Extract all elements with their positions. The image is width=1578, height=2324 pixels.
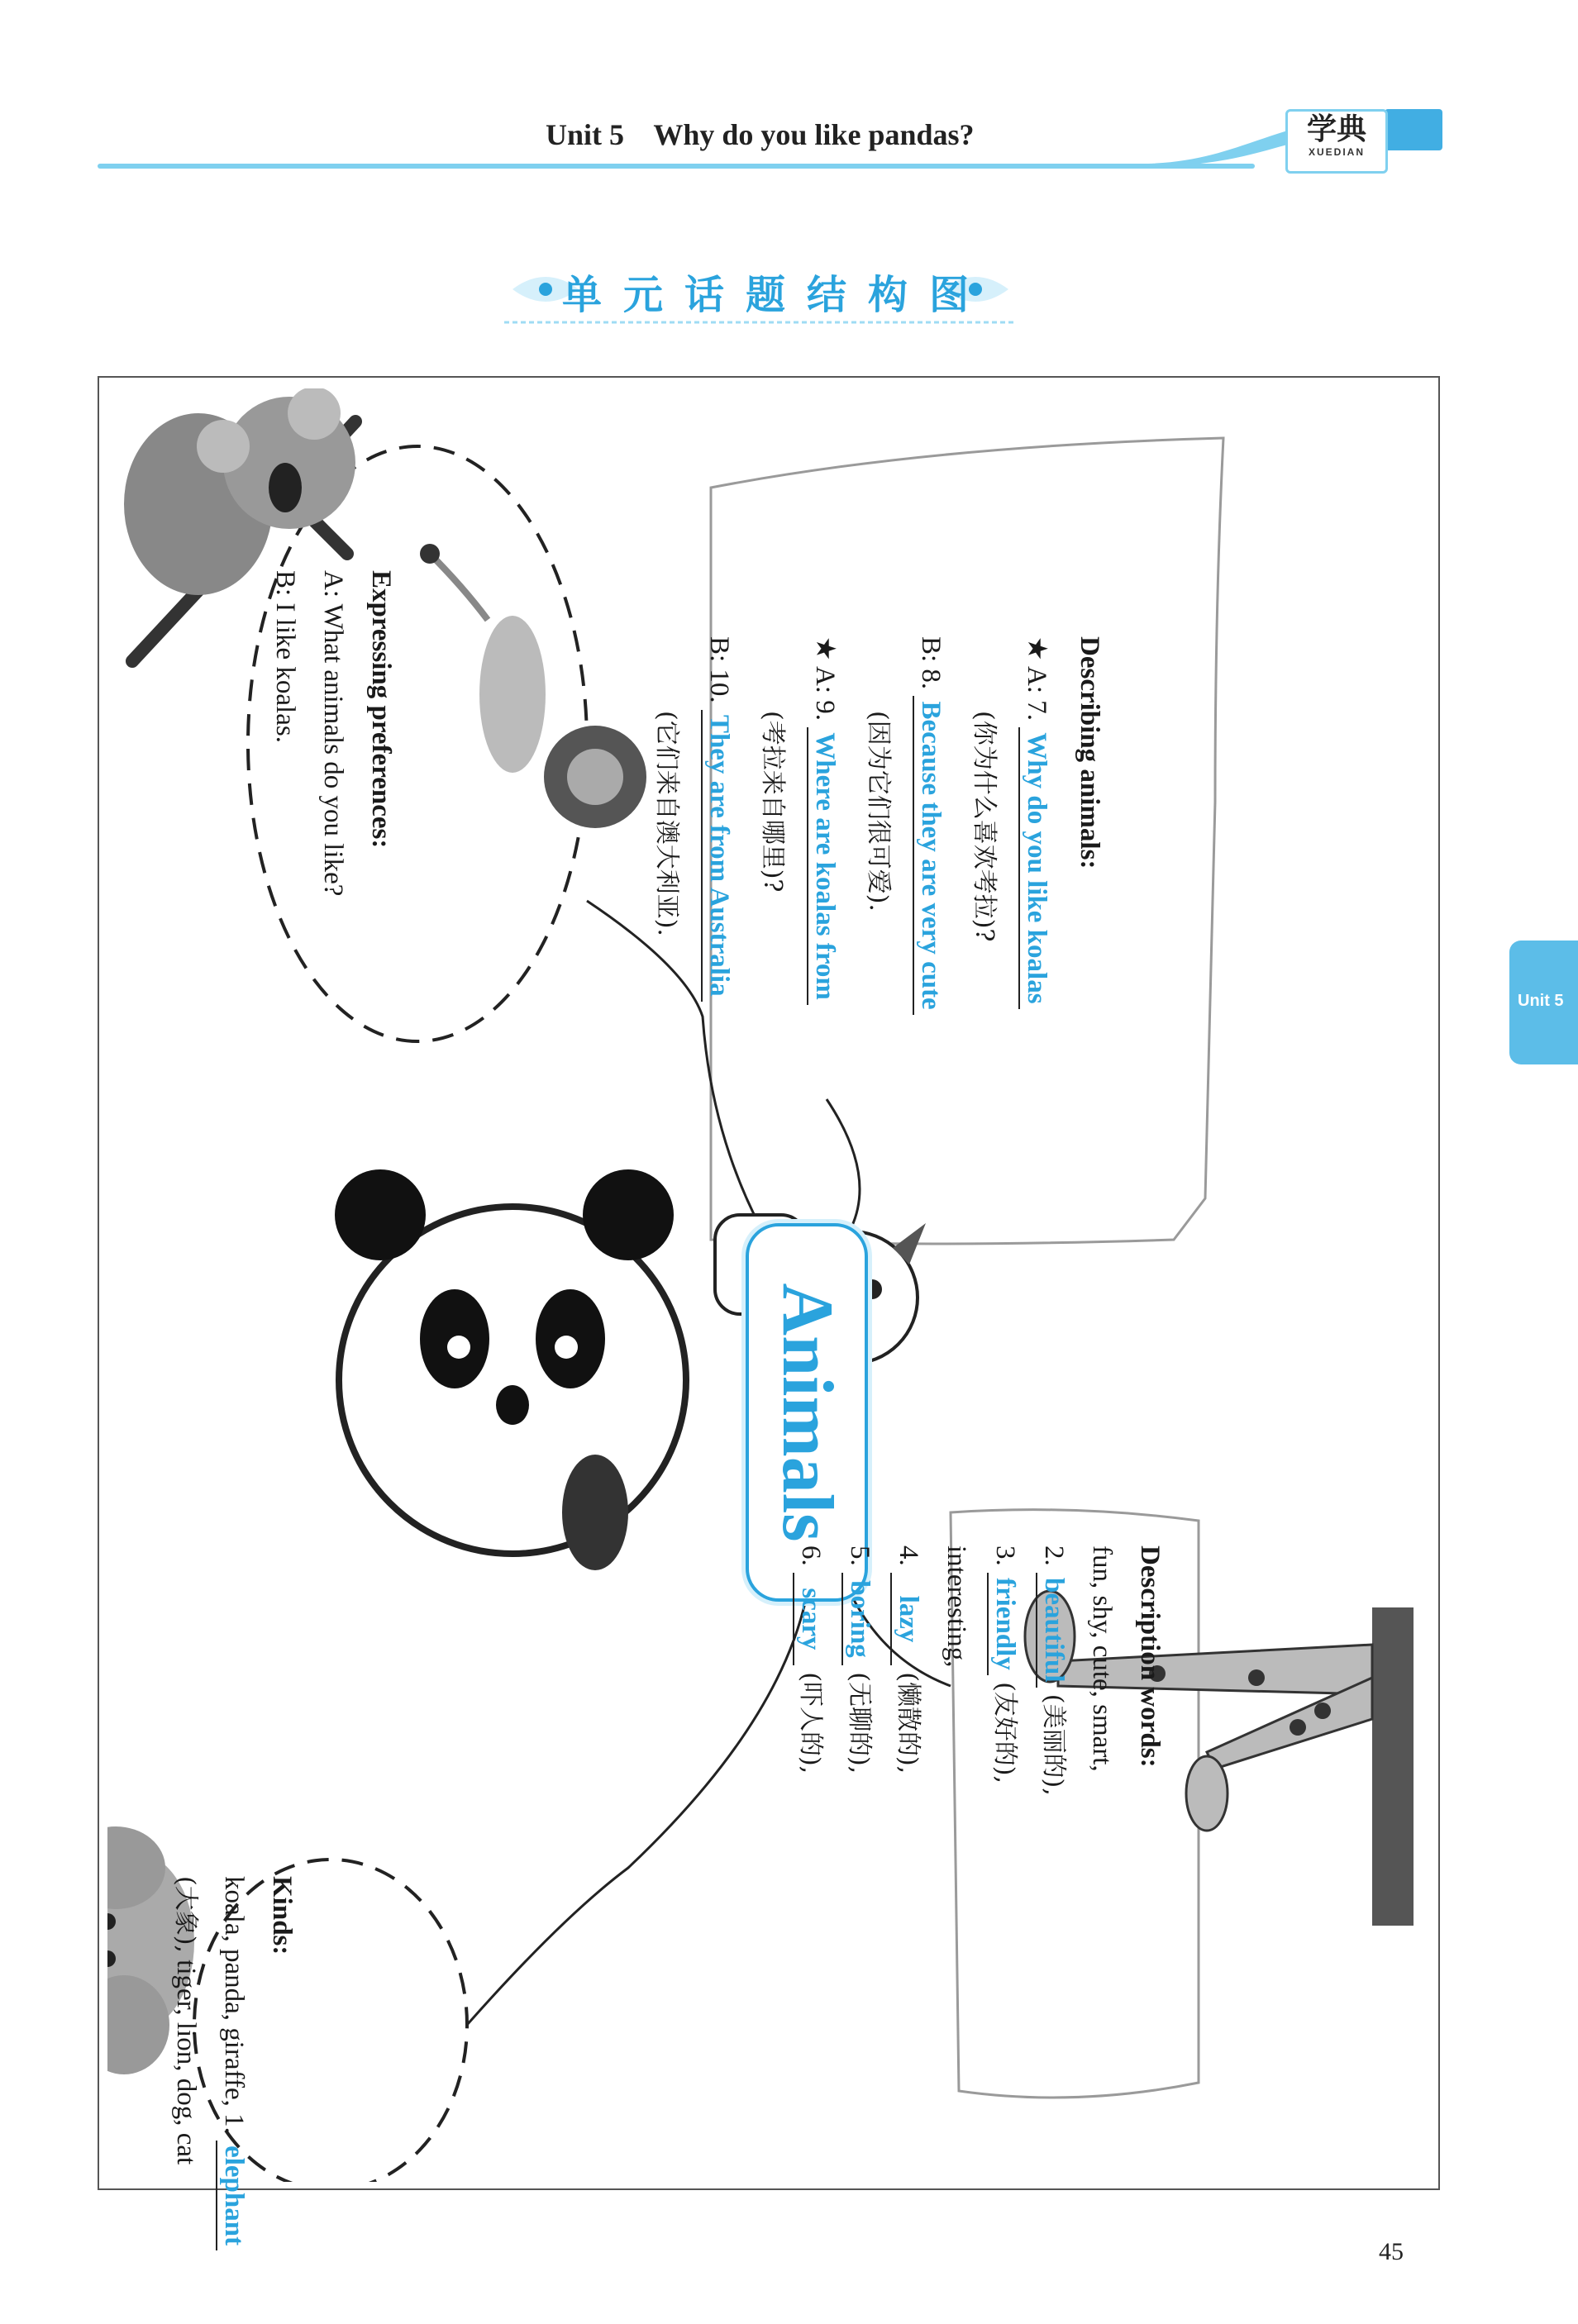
kinds-block: Kinds: koala, panda, giraffe, 1. elephant (大象), tiger, lion, dog, cat [161,1876,306,2250]
answer-lazy: lazy [890,1573,925,1665]
description-words-line0: fun, shy, cute, smart, [1087,1545,1117,1772]
cn-gloss: (懒散的), [894,1672,922,1774]
lion-illustration [420,544,646,828]
item-number: 5. [845,1545,875,1566]
description-word-3 [980,1545,1029,1796]
cn-gloss: (友好的), [990,1682,1019,1784]
item-number: 6. [796,1545,826,1566]
describing-prefix: B: 8. [916,636,946,690]
star-icon: ★ [1022,636,1051,661]
center-node-label: Animals [767,1283,847,1542]
describing-row-8 [904,636,957,1015]
description-words-heading: Description words [1135,1545,1165,1759]
header-tab-decoration [1385,109,1442,150]
description-word-interesting: interesting, [942,1545,971,1668]
describing-row-9 [799,636,851,1015]
cn-gloss: (吓人的), [796,1672,825,1774]
describing-block: Describing animals: ★ A: 7. Why do you like koalas (你为什么喜欢考拉)? B: 8. Because they are very cute (因为它们很可爱). ★ A: 9. Where are koalas from (考拉来自哪里)? B: 10. They are from Australia (它们来自澳大利亚). [640,636,1116,1015]
describing-prefix: A: 7. [1022,666,1051,721]
answer-boring: boring [841,1573,876,1665]
describing-answer-9: Where are koalas from [807,727,841,1005]
kinds-heading: Kinds [267,1876,297,1946]
item-number: 3. [990,1545,1020,1566]
answer-beautiful: beautiful [1036,1573,1070,1688]
describing-answer-8: Because they are very cute [913,696,947,1014]
preferences-heading: Expressing preferences [366,570,396,840]
koala-illustration [124,388,355,595]
describing-heading: Describing animals [1075,636,1104,860]
description-word-6 [786,1545,835,1796]
publisher-logo [1285,109,1388,174]
section-banner-title: 单元话题结构图 [562,272,991,318]
describing-row-10 [693,636,746,1015]
kinds-cn-elephant: (大象), [171,1876,200,1953]
description-word-5 [835,1545,884,1796]
description-words-block: Description words: fun, shy, cute, smart, 2. beautiful (美丽的), 3. friendly (友好的), interesting, 4. lazy (懒散的), 5. boring (无聊的), 6. scary (吓人的), [786,1545,1174,1796]
preferences-line-a: A: What animals do you like? [318,570,348,897]
describing-prefix: B: 10. [704,636,734,703]
star-icon: ★ [810,636,840,661]
item-number: 4. [894,1545,923,1566]
describing-cn-9: (考拉来自哪里)? [758,711,787,893]
describing-answer-7: Why do you like koalas [1018,727,1053,1008]
page-number: 45 [1379,2238,1404,2265]
item-number: 2. [1039,1545,1069,1566]
answer-scary: scary [793,1573,827,1665]
describing-cn-7: (你为什么喜欢考拉)? [970,711,999,942]
mind-map [107,388,1422,2246]
cn-gloss: (无聊的), [845,1672,874,1774]
answer-friendly: friendly [987,1573,1022,1675]
header-rule [98,164,1255,169]
page-header-title: Unit 5 Why do you like pandas? [546,118,975,151]
preferences-line-b: B: I like koalas. [270,570,300,743]
unit-side-tab-label: Unit 5 [1518,992,1564,1010]
panda-illustration [335,1169,686,1570]
description-word-4 [884,1545,932,1796]
kinds-line1: koala, panda, giraffe, 1. [219,1876,249,2134]
description-word-2 [1029,1545,1078,1796]
cn-gloss: (美丽的), [1039,1693,1068,1796]
logo-chinese: 学典 [1306,112,1366,146]
logo-english: XUEDIAN [1308,146,1365,158]
kinds-answer-1: elephant [216,2141,250,2250]
describing-row-7 [1010,636,1063,1015]
describing-answer-10: They are from Australia [701,710,736,1002]
kinds-line2: tiger, lion, dog, cat [171,1960,201,2165]
describing-cn-8: (因为它们很可爱). [864,711,893,912]
describing-cn-10: (它们来自澳大利亚). [652,711,681,936]
preferences-block: Expressing preferences: A: What animals do you like? B: I like koalas. [261,570,405,896]
describing-prefix: A: 9. [810,666,840,721]
